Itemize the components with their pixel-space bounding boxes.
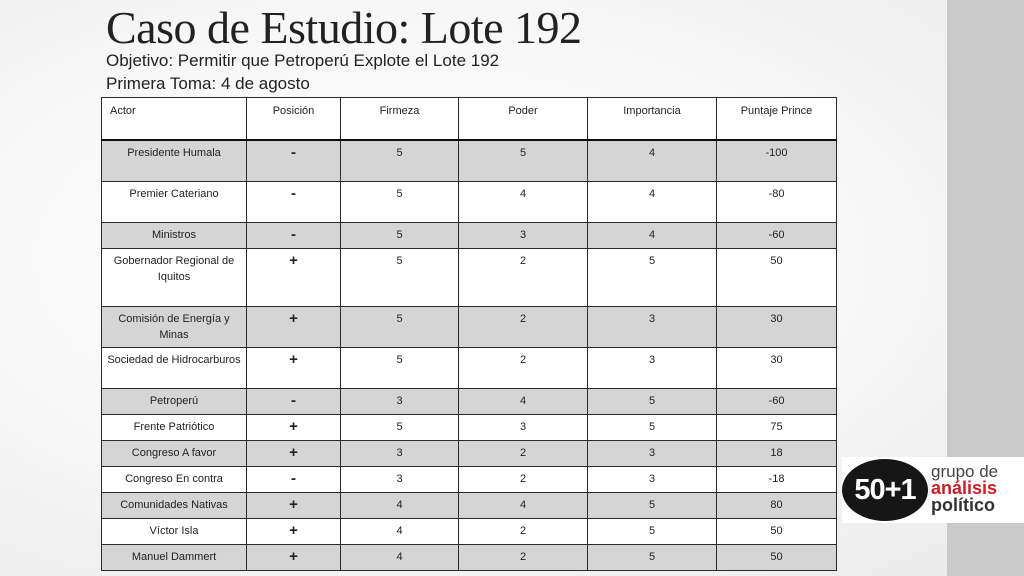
- cell-posicion: +: [247, 492, 341, 518]
- table-row: [102, 388, 837, 414]
- cell-puntaje: 18: [717, 440, 837, 466]
- cell-actor: Petroperú: [102, 388, 247, 414]
- cell-importancia: 3: [588, 306, 717, 347]
- cell-importancia: 5: [588, 414, 717, 440]
- cell-firmeza: 5: [341, 181, 459, 222]
- cell-importancia: 5: [588, 518, 717, 544]
- cell-actor: Congreso En contra: [102, 466, 247, 492]
- table-row: [102, 466, 837, 492]
- cell-firmeza: 5: [341, 414, 459, 440]
- first-take-text: Primera Toma: 4 de agosto: [106, 74, 310, 93]
- header-actor: Actor: [102, 98, 247, 141]
- cell-posicion: -: [247, 388, 341, 414]
- cell-puntaje: -60: [717, 388, 837, 414]
- cell-poder: 3: [459, 222, 588, 248]
- cell-actor: Gobernador Regional de Iquitos: [102, 248, 247, 306]
- table-row: [102, 140, 837, 181]
- cell-poder: 2: [459, 248, 588, 306]
- logo-line-3: político: [931, 495, 995, 515]
- cell-posicion: +: [247, 414, 341, 440]
- logo: [842, 457, 1024, 523]
- cell-poder: 2: [459, 544, 588, 570]
- cell-importancia: 3: [588, 347, 717, 388]
- table-row: [102, 347, 837, 388]
- cell-poder: 3: [459, 414, 588, 440]
- cell-poder: 2: [459, 347, 588, 388]
- cell-importancia: 5: [588, 544, 717, 570]
- cell-puntaje: 80: [717, 492, 837, 518]
- logo-line-2: análisis: [931, 478, 998, 498]
- objective-text: Objetivo: Permitir que Petroperú Explote el Lote 192: [106, 51, 500, 70]
- cell-puntaje: -100: [717, 140, 837, 181]
- cell-firmeza: 5: [341, 306, 459, 347]
- cell-actor: Comunidades Nativas: [102, 492, 247, 518]
- table-row: [102, 181, 837, 222]
- cell-puntaje: -80: [717, 181, 837, 222]
- cell-poder: 5: [459, 140, 588, 181]
- cell-posicion: -: [247, 140, 341, 181]
- cell-actor: Frente Patriótico: [102, 414, 247, 440]
- cell-posicion: -: [247, 181, 341, 222]
- cell-posicion: +: [247, 544, 341, 570]
- header-poder: Poder: [459, 98, 588, 141]
- table-row: [102, 440, 837, 466]
- cell-posicion: +: [247, 440, 341, 466]
- cell-firmeza: 3: [341, 466, 459, 492]
- header-posicion: Posición: [247, 98, 341, 141]
- cell-firmeza: 5: [341, 347, 459, 388]
- table-body: [102, 140, 837, 570]
- cell-poder: 2: [459, 440, 588, 466]
- cell-importancia: 5: [588, 248, 717, 306]
- cell-puntaje: 50: [717, 248, 837, 306]
- cell-actor: Presidente Humala: [102, 140, 247, 181]
- cell-actor: Sociedad de Hidrocarburos: [102, 347, 247, 388]
- cell-puntaje: -18: [717, 466, 837, 492]
- logo-line-1: grupo de: [931, 462, 999, 481]
- cell-firmeza: 4: [341, 544, 459, 570]
- cell-puntaje: 50: [717, 518, 837, 544]
- slide-title: Caso de Estudio: Lote 192: [106, 2, 582, 53]
- cell-puntaje: 50: [717, 544, 837, 570]
- logo-mark: 50+1: [842, 459, 928, 521]
- cell-importancia: 5: [588, 492, 717, 518]
- cell-importancia: 5: [588, 388, 717, 414]
- table-header-row: [102, 98, 837, 141]
- cell-puntaje: -60: [717, 222, 837, 248]
- table-row: [102, 222, 837, 248]
- cell-importancia: 4: [588, 140, 717, 181]
- logo-wordmark: [931, 463, 998, 514]
- cell-poder: 2: [459, 306, 588, 347]
- cell-firmeza: 3: [341, 440, 459, 466]
- header-importancia: Importancia: [588, 98, 717, 141]
- cell-poder: 4: [459, 388, 588, 414]
- cell-puntaje: 30: [717, 347, 837, 388]
- cell-poder: 2: [459, 518, 588, 544]
- cell-posicion: +: [247, 248, 341, 306]
- cell-actor: Comisión de Energía y Minas: [102, 306, 247, 347]
- cell-actor: Víctor Isla: [102, 518, 247, 544]
- cell-poder: 2: [459, 466, 588, 492]
- cell-firmeza: 5: [341, 140, 459, 181]
- cell-poder: 4: [459, 181, 588, 222]
- table-row: [102, 544, 837, 570]
- cell-importancia: 3: [588, 440, 717, 466]
- cell-firmeza: 4: [341, 518, 459, 544]
- cell-poder: 4: [459, 492, 588, 518]
- cell-firmeza: 5: [341, 248, 459, 306]
- actors-table: [101, 97, 837, 571]
- cell-posicion: -: [247, 222, 341, 248]
- cell-importancia: 4: [588, 222, 717, 248]
- cell-puntaje: 75: [717, 414, 837, 440]
- cell-actor: Ministros: [102, 222, 247, 248]
- table-row: [102, 518, 837, 544]
- table-row: [102, 414, 837, 440]
- cell-posicion: -: [247, 466, 341, 492]
- cell-firmeza: 3: [341, 388, 459, 414]
- cell-firmeza: 4: [341, 492, 459, 518]
- cell-actor: Congreso A favor: [102, 440, 247, 466]
- cell-actor: Manuel Dammert: [102, 544, 247, 570]
- table-row: [102, 492, 837, 518]
- header-puntaje-prince: Puntaje Prince: [717, 98, 837, 141]
- header-firmeza: Firmeza: [341, 98, 459, 141]
- cell-firmeza: 5: [341, 222, 459, 248]
- cell-posicion: +: [247, 518, 341, 544]
- cell-importancia: 3: [588, 466, 717, 492]
- table-row: [102, 306, 837, 347]
- cell-importancia: 4: [588, 181, 717, 222]
- cell-actor: Premier Cateriano: [102, 181, 247, 222]
- cell-posicion: +: [247, 347, 341, 388]
- cell-puntaje: 30: [717, 306, 837, 347]
- cell-posicion: +: [247, 306, 341, 347]
- table-row: [102, 248, 837, 306]
